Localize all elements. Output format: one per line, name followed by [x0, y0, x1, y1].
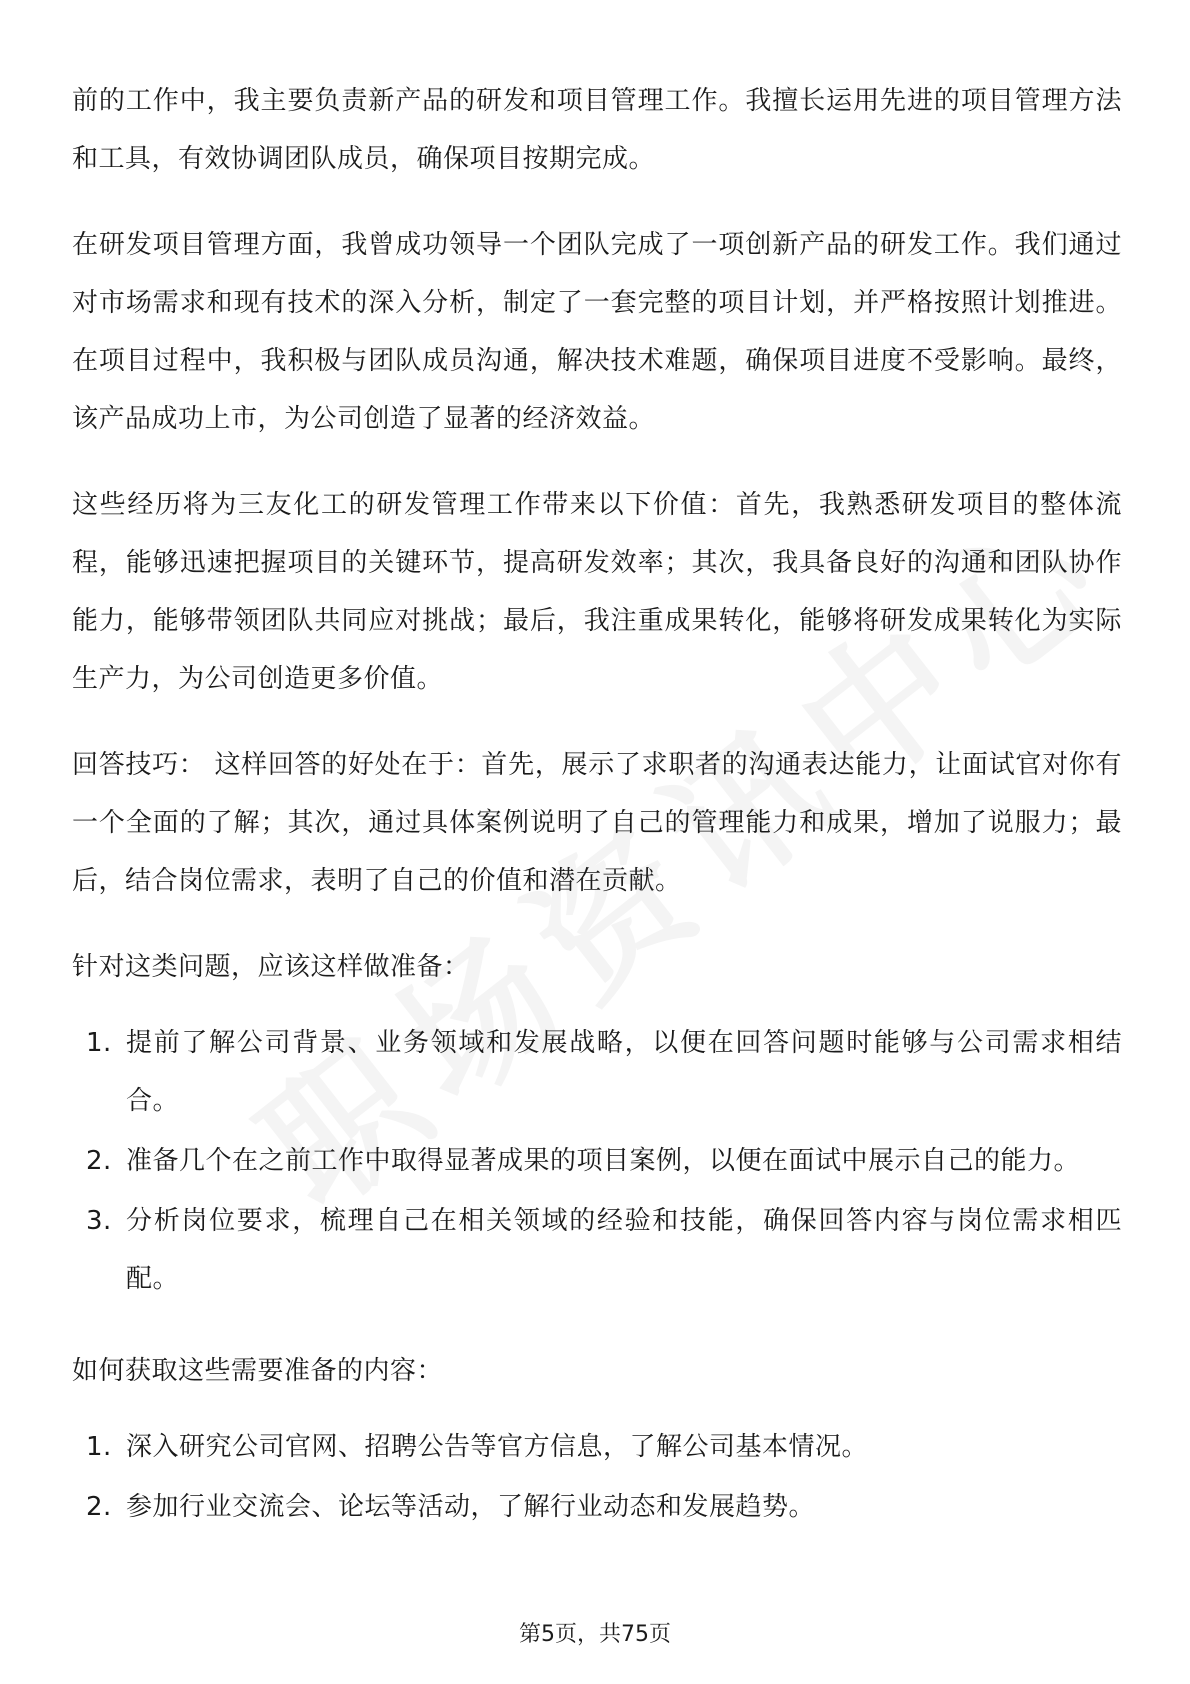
- list-item: [72, 1418, 1122, 1476]
- source-list: [72, 1418, 1122, 1536]
- list-item-text: 提前了解公司背景、业务领域和发展战略，以便在回答问题时能够与公司需求相结合。: [126, 1028, 1122, 1116]
- source-section-lead: 如何获取这些需要准备的内容：: [72, 1356, 444, 1386]
- list-item: [72, 1132, 1122, 1190]
- prep-section-lead: 针对这类问题，应该这样做准备：: [72, 952, 470, 982]
- list-item-text: 参加行业交流会、论坛等活动，了解行业动态和发展趋势。: [126, 1492, 816, 1522]
- list-number: 1.: [86, 1028, 112, 1058]
- paragraph-value: 这些经历将为三友化工的研发管理工作带来以下价值：首先，我熟悉研发项目的整体流程，能够迅速把握项目的关键环节，提高研发效率；其次，我具备良好的沟通和团队协作能力，能够带领团队共同应对挑战；最后，我注重成果转化，能够将研发成果转化为实际生产力，为公司创造更多价值。: [72, 490, 1122, 694]
- list-number: 1.: [86, 1432, 112, 1462]
- list-number: 3.: [86, 1206, 112, 1236]
- list-item: [72, 1478, 1122, 1536]
- paragraph-answer-tips: 回答技巧： 这样回答的好处在于：首先，展示了求职者的沟通表达能力，让面试官对你有一个全面的了解；其次，通过具体案例说明了自己的管理能力和成果，增加了说服力；最后，结合岗位需求，表明了自己的价值和潜在贡献。: [72, 750, 1122, 896]
- list-item-text: 准备几个在之前工作中取得显著成果的项目案例，以便在面试中展示自己的能力。: [126, 1146, 1081, 1176]
- list-number: 2.: [86, 1492, 112, 1522]
- list-item-text: 分析岗位要求，梳理自己在相关领域的经验和技能，确保回答内容与岗位需求相匹配。: [126, 1206, 1122, 1294]
- paragraph-project-case: 在研发项目管理方面，我曾成功领导一个团队完成了一项创新产品的研发工作。我们通过对市场需求和现有技术的深入分析，制定了一套完整的项目计划，并严格按照计划推进。在项目过程中，我积极与团队成员沟通，解决技术难题，确保项目进度不受影响。最终，该产品成功上市，为公司创造了显著的经济效益。: [72, 230, 1122, 434]
- list-item: [72, 1192, 1122, 1308]
- paragraph-work-intro: 前的工作中，我主要负责新产品的研发和项目管理工作。我擅长运用先进的项目管理方法和工具，有效协调团队成员，确保项目按期完成。: [72, 86, 1122, 174]
- list-number: 2.: [86, 1146, 112, 1176]
- list-item: [72, 1014, 1122, 1130]
- page-footer: 第5页，共75页: [519, 1622, 671, 1647]
- prep-list: [72, 1014, 1122, 1308]
- list-item-text: 深入研究公司官网、招聘公告等官方信息，了解公司基本情况。: [126, 1432, 869, 1462]
- document-body: [72, 72, 1122, 1570]
